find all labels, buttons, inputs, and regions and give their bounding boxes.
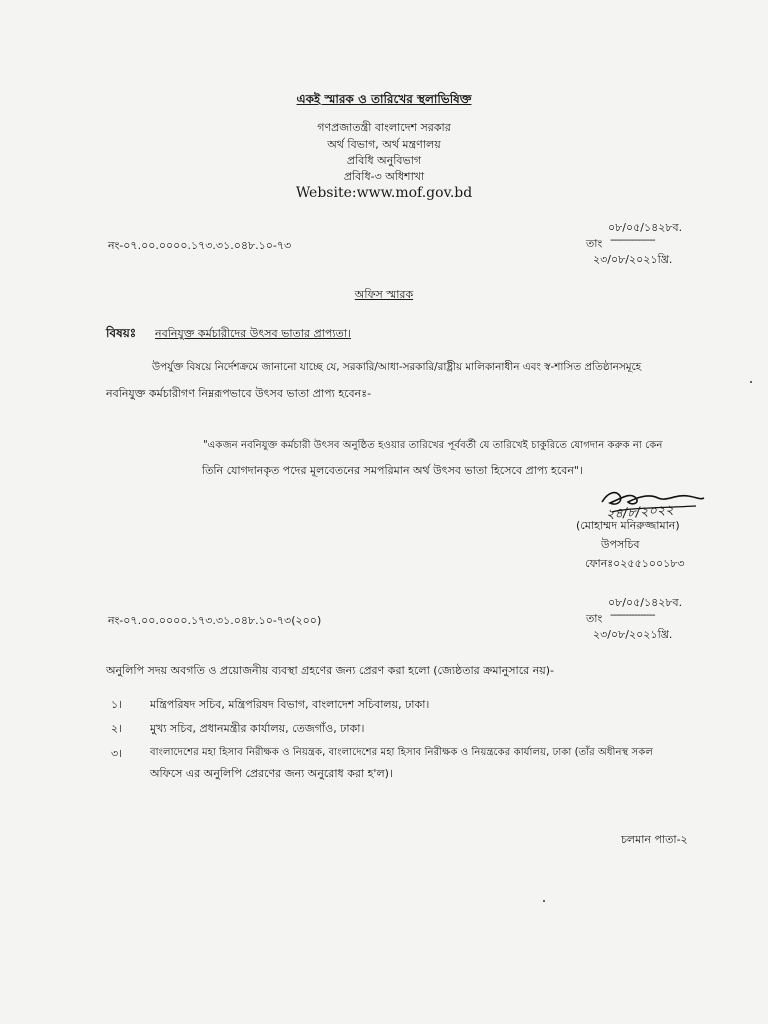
recipient-number: ৩। <box>111 747 123 760</box>
recipient-number: ২। <box>111 722 123 735</box>
sealed-note: একই স্মারক ও তারিখের স্থলাভিষিক্ত <box>296 92 472 106</box>
memo2-date-bangla: ০৮/০৫/১৪২৮ব. <box>608 596 683 609</box>
recipient-text-continued: অফিসে এর অনুলিপি প্রেরণের জন্য অনুরোধ করা হ'ল)। <box>150 767 393 780</box>
org-line-government: গণপ্রজাতন্ত্রী বাংলাদেশ সরকার <box>317 121 451 134</box>
signature-date: ২৪/৮/২০২২ <box>605 502 675 523</box>
body-paragraph-line1: উপর্যুক্ত বিষয়ে নির্দেশক্রমে জানানো যাচ্ছে যে, সরকারি/আধা-সরকারি/রাষ্ট্রীয় মালিকানাধীন এবং স্ব-শাসিত প্রতিষ্ঠানসমূহে <box>152 361 642 373</box>
memo1-date-bangla: ০৮/০৫/১৪২৮ব. <box>608 221 683 234</box>
signatory-phone: ফোনঃ০২৫৫১০০১৮৩ <box>585 557 685 570</box>
memo1-number: নং-০৭.০০.০০০০.১৭৩.৩১.০৪৮.১০-৭৩ <box>108 239 292 252</box>
memo2-date-english: ২৩/০৮/২০২১খ্রি. <box>593 628 673 641</box>
scan-speck <box>750 381 752 383</box>
scan-speck <box>543 900 545 902</box>
memo1-date-label: তাং <box>586 237 603 250</box>
memo1-date-separator: --------------- <box>610 233 655 246</box>
recipient-number: ১। <box>111 698 123 711</box>
website-link[interactable]: Website:www.mof.gov.bd <box>295 185 473 201</box>
memo1-date-english: ২৩/০৮/২০২১খ্রি. <box>593 253 673 266</box>
quote-line2: তিনি যোগদানকৃত পদের মূলবেতনের সমপরিমান অর্থ উৎসব ভাতা হিসেবে প্রাপ্য হবেন"। <box>202 464 583 477</box>
recipient-text: মুখ্য সচিব, প্রধানমন্ত্রীর কার্যালয়, তেজগাঁও, ঢাকা। <box>150 722 365 735</box>
subject-label: বিষয়ঃ <box>106 326 137 340</box>
signatory-name: (মোহাম্মদ মনিরুজ্জামান) <box>576 519 680 532</box>
memo2-number: নং-০৭.০০.০০০০.১৭৩.৩১.০৪৮.১০-৭৩(২০০) <box>108 614 322 627</box>
org-line-wing: প্রবিধি অনুবিভাগ <box>346 154 422 167</box>
signatory-designation: উপসচিব <box>601 538 640 551</box>
memo2-date-label: তাং <box>586 612 603 625</box>
memo-title: অফিস স্মারক <box>354 288 414 301</box>
subject-text: নবনিযুক্ত কর্মচারীদের উৎসব ভাতার প্রাপ্যতা। <box>155 327 351 340</box>
recipient-text: বাংলাদেশের মহা হিসাব নিরীক্ষক ও নিয়ন্ত্রক, বাংলাদেশের মহা হিসাব নিরীক্ষক ও নিয়ন্ত্রকের কার্যালয়, ঢাকা (তাঁর অধীনস্থ সকল <box>150 747 653 758</box>
memo2-date-separator: --------------- <box>610 608 655 621</box>
quote-line1: "একজন নবনিযুক্ত কর্মচারী উৎসব অনুষ্ঠিত হওয়ার তারিখের পূর্ববর্তী যে তারিখেই চাকুরিতে যোগদান করুক না কেন <box>203 440 663 451</box>
copy-intro: অনুলিপি সদয় অবগতি ও প্রয়োজনীয় ব্যবস্থা গ্রহণের জন্য প্রেরণ করা হলো (জ্যেষ্ঠতার ক্রমানুসারে নয়)- <box>106 664 555 677</box>
recipient-text: মন্ত্রিপরিষদ সচিব, মন্ত্রিপরিষদ বিভাগ, বাংলাদেশ সচিবালয়, ঢাকা। <box>150 698 430 711</box>
continued-page-note: চলমান পাতা-২ <box>621 833 688 846</box>
org-line-division: অর্থ বিভাগ, অর্থ মন্ত্রণালয় <box>327 138 441 151</box>
body-paragraph-line2: নবনিযুক্ত কর্মচারীগণ নিম্নরূপভাবে উৎসব ভাতা প্রাপ্য হবেনঃ- <box>106 387 372 400</box>
org-line-branch: প্রবিধি-৩ অধিশাখা <box>343 170 425 183</box>
